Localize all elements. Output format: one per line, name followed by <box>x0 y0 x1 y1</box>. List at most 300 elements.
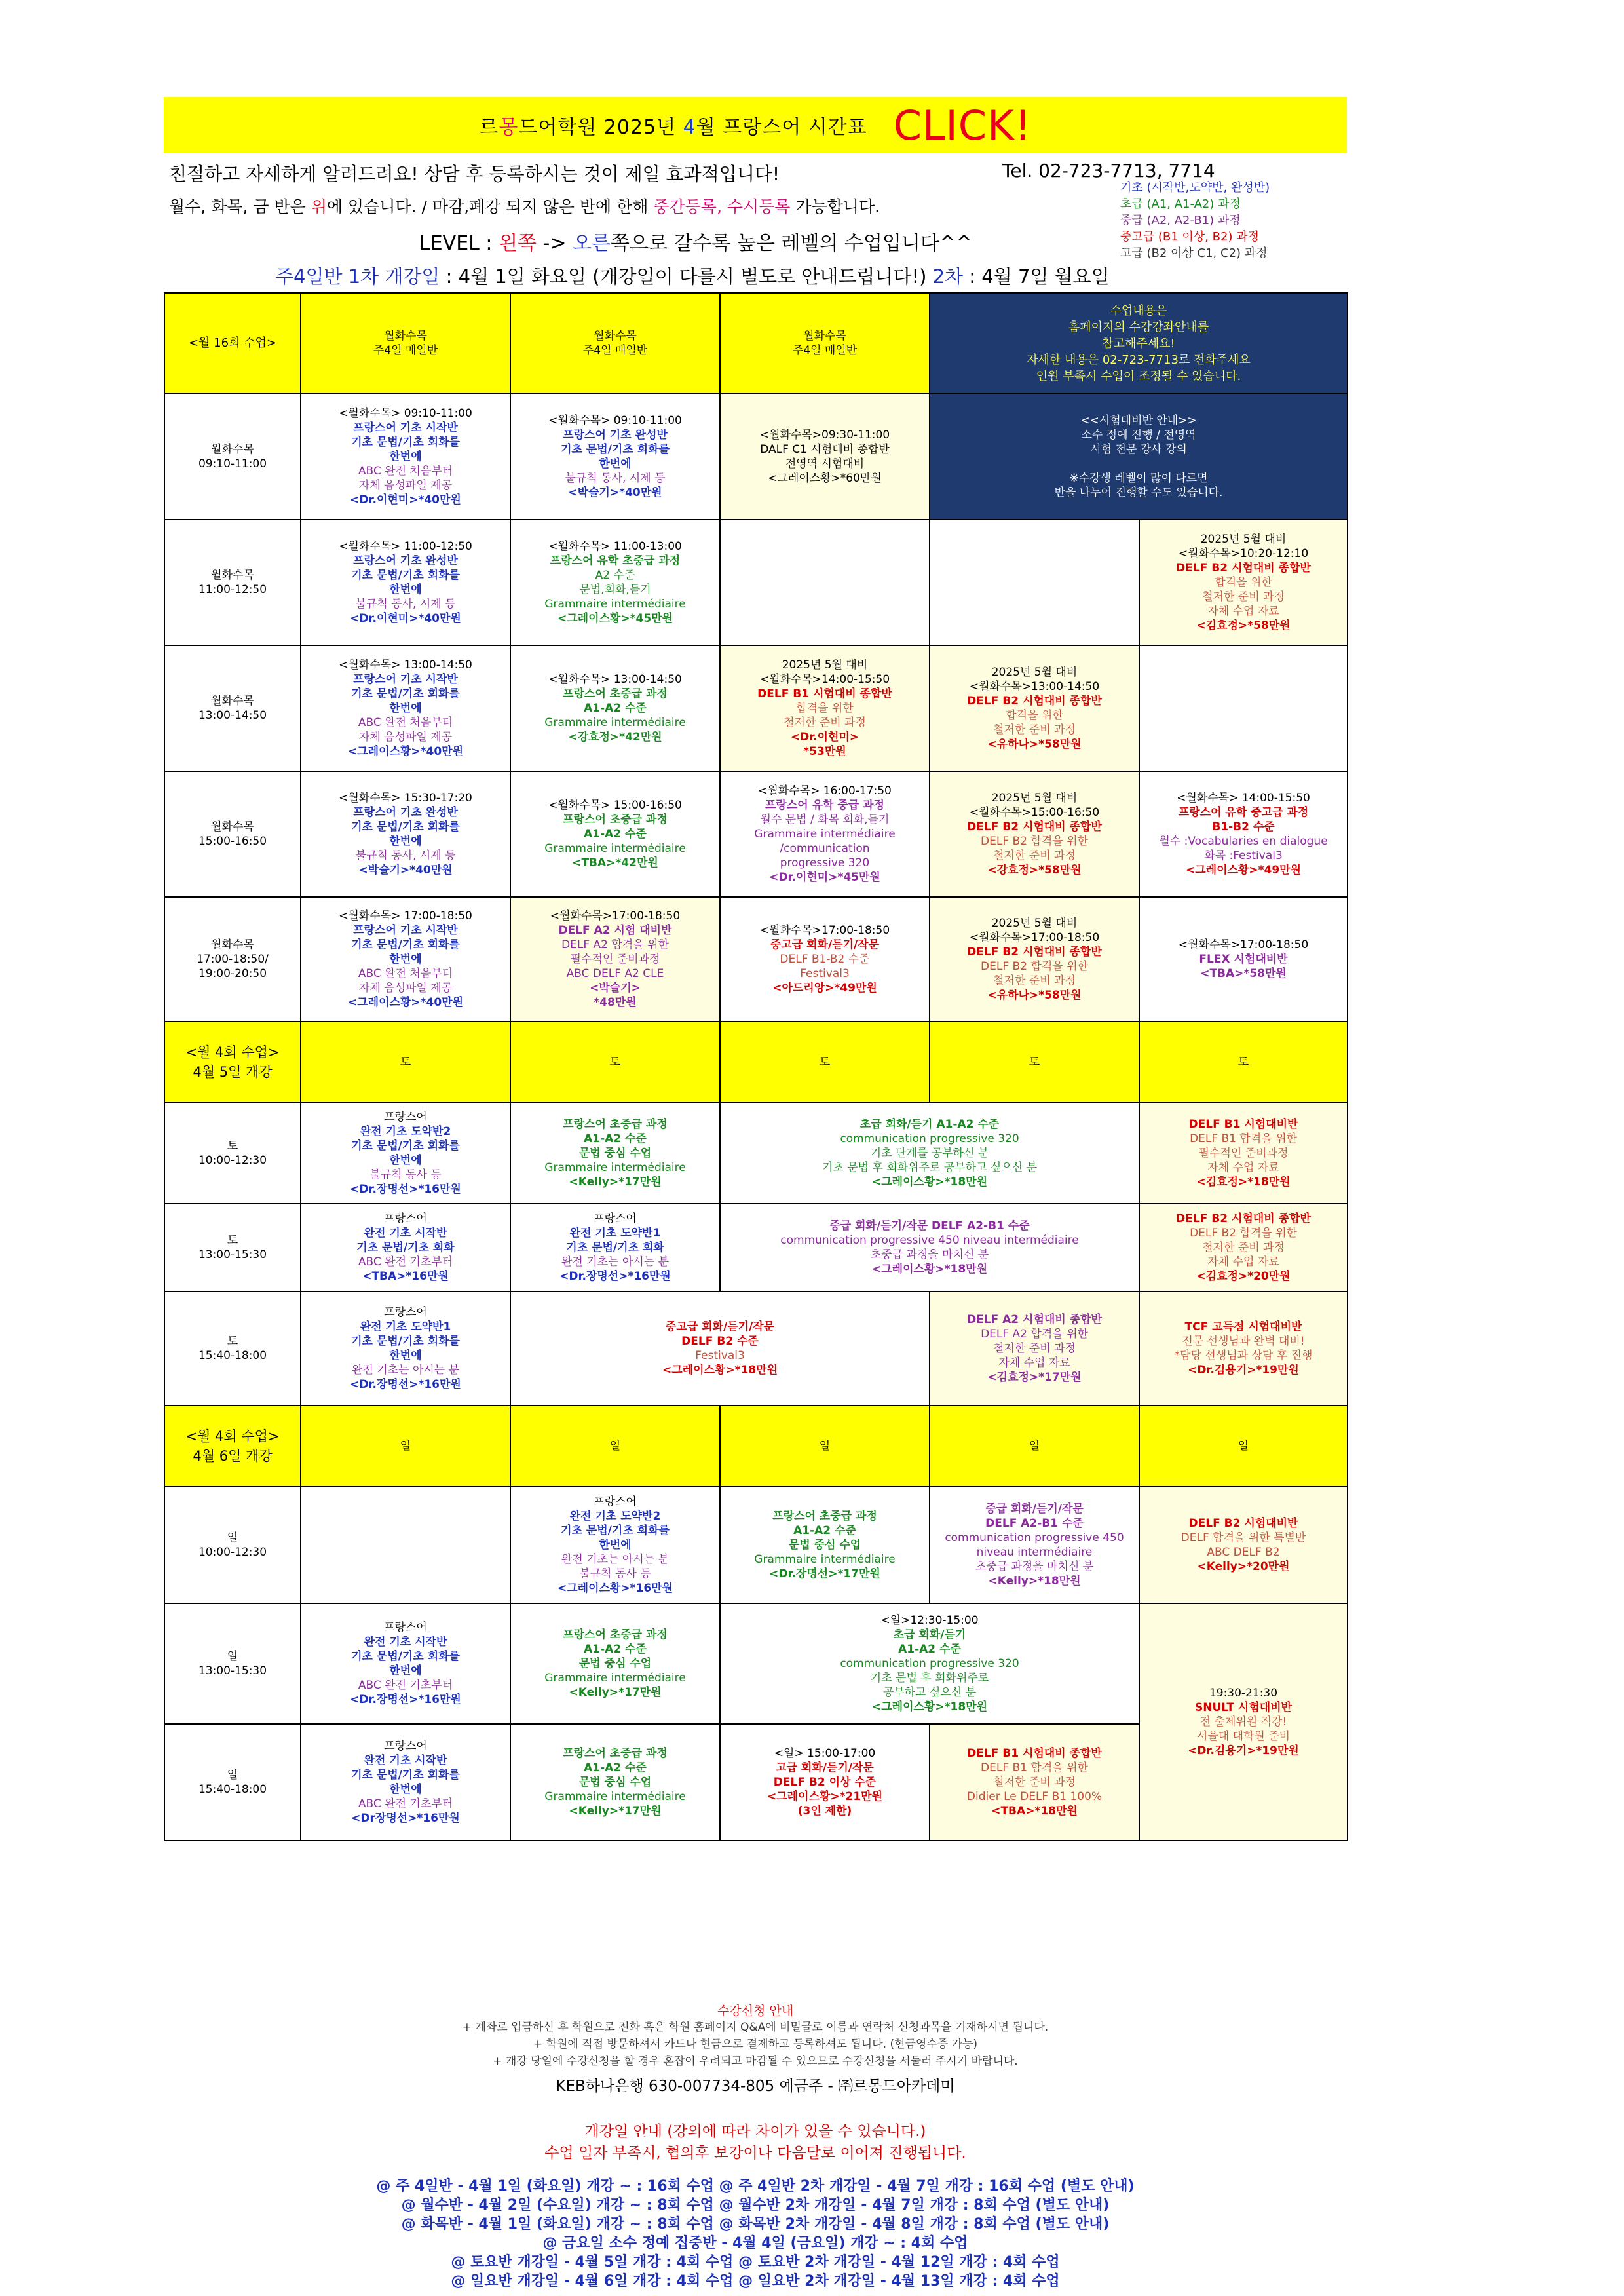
class-info-line: DELF B1-B2 수준 <box>780 953 870 966</box>
class-info-line: 완전 기초 도약반1 <box>569 1227 661 1240</box>
time-slot-label <box>164 1724 301 1841</box>
time-row <box>164 1292 1348 1406</box>
class-info-line: communication progressive 450 <box>945 1531 1124 1544</box>
day-header-cell <box>930 1406 1139 1487</box>
class-info-line: <월화수목> 16:00-17:50 <box>758 784 892 797</box>
class-info-line: <박슬기>*40만원 <box>568 486 662 499</box>
class-info-line: 한번에 <box>389 835 422 848</box>
class-cell <box>301 1103 510 1204</box>
class-info-line: 기초 문법/기초 회화를 <box>351 1650 460 1663</box>
class-info-line: 기초 문법/기초 회화 <box>566 1241 664 1254</box>
class-info-line: 문법 중심 수업 <box>578 1147 652 1160</box>
row-label-text: 13:00-14:50 <box>198 709 267 722</box>
class-info-line: <월화수목>17:00-18:50 <box>1178 938 1309 951</box>
class-info-line: <유하나>*58만원 <box>987 989 1082 1002</box>
time-row <box>164 645 1348 771</box>
class-info-line: B1-B2 수준 <box>1212 820 1275 833</box>
time-slot-label <box>164 394 301 520</box>
header-info-line: 인원 부족시 수업이 조정될 수 있습니다. <box>1036 369 1241 383</box>
class-info-line: Grammaire intermédiaire <box>544 1161 686 1174</box>
class-info-line: A1-A2 수준 <box>584 1761 647 1774</box>
class-info-line: A1-A2 수준 <box>584 702 647 715</box>
row-label-text: <월 4회 수업> <box>185 1044 280 1060</box>
class-info-line: 한번에 <box>599 1539 632 1552</box>
class-info-line: <Dr.이현미> <box>790 731 859 744</box>
header-text: 월화수목 주4일 매일반 <box>792 330 858 357</box>
row-label-text: 일 <box>227 1769 238 1782</box>
day-text: 토 <box>609 1056 621 1069</box>
class-info-line: *53만원 <box>803 745 846 758</box>
class-info-line: 2025년 5월 대비 <box>991 917 1078 930</box>
opening-schedule <box>164 2177 1347 2291</box>
day-text: 일 <box>1237 1440 1249 1453</box>
class-cell <box>301 520 510 645</box>
class-info-line: 초급 회화/듣기 A1-A2 수준 <box>859 1118 1000 1131</box>
class-cell <box>930 771 1139 897</box>
class-info-line: DELF B2 시험대비 종합반 <box>1176 1212 1311 1225</box>
class-info-line: 프랑스어 기초 완성반 <box>353 806 458 819</box>
class-info-line: communication progressive 320 <box>840 1132 1019 1145</box>
class-info-line: 한번에 <box>389 450 422 463</box>
class-info-line: 프랑스어 초중급 과정 <box>563 1628 668 1641</box>
header-info-line: 참고해주세요! <box>1102 336 1175 351</box>
row-label-text: 17:00-18:50/ <box>197 953 269 966</box>
class-info-line: <월화수목> 15:30-17:20 <box>339 792 472 805</box>
class-info-line: <Kelly>*18만원 <box>988 1575 1081 1588</box>
class-info-line: 한번에 <box>599 457 632 470</box>
time-slot-label <box>164 1204 301 1292</box>
class-info-line: 2025년 5월 대비 <box>782 659 868 672</box>
day-header-cell <box>1139 1022 1348 1103</box>
time-row <box>164 1204 1348 1292</box>
class-info-line: 프랑스어 기초 시작반 <box>353 421 458 434</box>
row-label-text: 일 <box>227 1650 238 1663</box>
class-info-line: A2 수준 <box>595 569 635 582</box>
class-info-line: 초급 회화/듣기 <box>893 1628 966 1641</box>
row-label-text: 11:00-12:50 <box>198 583 267 596</box>
footer-section <box>164 2001 1347 2291</box>
class-info-line: 철저한 준비 과정 <box>1202 1241 1285 1254</box>
class-info-line: <월화수목> 17:00-18:50 <box>339 909 472 923</box>
class-info-line: 프랑스어 유학 중급 과정 <box>765 799 884 812</box>
class-cell <box>720 1487 930 1603</box>
class-cell <box>301 1204 510 1292</box>
class-info-line: <그레이스황>*18만원 <box>662 1364 778 1377</box>
class-info-line: 기초 문법/기초 회화를 <box>351 687 460 700</box>
class-info-line: *담당 선생님과 상담 후 진행 <box>1174 1349 1313 1362</box>
class-cell <box>510 1103 720 1204</box>
class-cell <box>301 897 510 1022</box>
class-cell <box>301 1487 510 1603</box>
class-info-line: 철저한 준비 과정 <box>993 974 1076 987</box>
class-info-line: 기초 문법/기초 회화를 <box>351 569 460 582</box>
header-class-type <box>510 293 720 394</box>
class-cell <box>720 645 930 771</box>
class-info-line: 불규칙 동사, 시제 등 <box>355 849 456 862</box>
row-label-text: 4월 6일 개강 <box>193 1448 273 1464</box>
class-info-line: <월화수목>17:00-18:50 <box>550 909 681 923</box>
class-info-line: A1-A2 수준 <box>584 1132 647 1145</box>
time-row <box>164 771 1348 897</box>
class-cell <box>1139 1487 1348 1603</box>
class-info-line: 월수 문법 / 화목 회화,듣기 <box>760 813 890 826</box>
class-cell <box>1139 897 1348 1022</box>
class-info-line: 완전 기초 도약반2 <box>569 1510 661 1523</box>
class-info-line: 공부하고 싶으신 분 <box>882 1686 977 1699</box>
class-info-line: DELF B1 합격을 위한 <box>981 1761 1088 1774</box>
class-info-line: <월화수목> 11:00-13:00 <box>548 540 682 553</box>
class-cell <box>930 520 1139 645</box>
class-cell <box>1139 771 1348 897</box>
class-info-line: <Dr.이현미>*45만원 <box>769 871 880 884</box>
class-info-line: 초중급 과정을 마치신 분 <box>975 1560 1094 1573</box>
class-info-line: <그레이스황>*18만원 <box>872 1263 987 1276</box>
class-info-line: 필수적인 준비과정 <box>570 953 660 966</box>
class-info-line: 프랑스어 기초 완성반 <box>353 554 458 567</box>
class-info-line: DELF B2 이상 수준 <box>773 1776 877 1789</box>
class-info-line: 기초 문법/기초 회화 <box>356 1241 455 1254</box>
class-info-line: <월화수목> 09:10-11:00 <box>339 407 472 420</box>
class-info-line: <TBA>*16만원 <box>362 1270 449 1283</box>
class-info-line: 완전 기초 시작반 <box>364 1636 447 1649</box>
class-cell <box>510 645 720 771</box>
class-info-line: 기초 문법/기초 회화를 <box>561 443 670 456</box>
class-cell <box>510 1603 720 1724</box>
time-row <box>164 1103 1348 1204</box>
time-slot-label <box>164 645 301 771</box>
class-info-line: 문법 중심 수업 <box>578 1657 652 1670</box>
class-cell <box>1139 1204 1348 1292</box>
class-info-line: Grammaire intermédiaire <box>754 1553 896 1566</box>
class-info-line: <김효정>*20만원 <box>1196 1270 1291 1283</box>
class-info-line: Grammaire intermédiaire <box>544 1790 686 1803</box>
class-info-line: ABC 완전 기초부터 <box>358 1797 453 1810</box>
day-header-cell <box>510 1406 720 1487</box>
row-label-text: 19:00-20:50 <box>198 967 267 980</box>
class-info-line: 프랑스어 초중급 과정 <box>772 1510 877 1523</box>
class-info-line: 프랑스어 기초 시작반 <box>353 924 458 937</box>
class-info-line: 화목 :Festival3 <box>1204 849 1283 862</box>
header-text: 월화수목 주4일 매일반 <box>373 330 438 357</box>
class-info-line: <Dr.장명선>*16만원 <box>350 1183 461 1196</box>
time-row <box>164 1603 1348 1724</box>
class-cell <box>510 520 720 645</box>
class-info-line: <박슬기> <box>590 982 641 995</box>
class-info-line: Grammaire intermédiaire <box>544 716 686 729</box>
class-info-line: 완전 기초 도약반1 <box>360 1320 451 1333</box>
time-row <box>164 897 1348 1022</box>
class-info-line: DELF B1 시험대비반 <box>1188 1118 1298 1131</box>
class-info-line: Grammaire intermédiaire <box>754 828 896 841</box>
class-info-line: 기초 문법/기초 회화를 <box>351 1139 460 1153</box>
schedule-line: @ 금요일 소수 정예 집중반 - 4월 4일 (금요일) 개강 ~ : 4회 수업 <box>542 2235 968 2251</box>
row-label-text: 토 <box>227 1234 238 1247</box>
class-info-line: 중고급 회화/듣기/작문 <box>770 938 880 951</box>
class-cell <box>510 1487 720 1603</box>
class-info-line: 기초 문법/기초 회화를 <box>351 1769 460 1782</box>
class-info-line: 프랑스어 <box>594 1495 637 1508</box>
class-cell <box>930 1487 1139 1603</box>
class-info-line: 프랑스어 <box>384 1740 427 1753</box>
class-cell <box>930 645 1139 771</box>
header-text: <월 16회 수업> <box>188 336 277 350</box>
class-cell <box>510 1292 930 1406</box>
class-info-line: <그레이스황>*45만원 <box>557 612 673 625</box>
class-info-line: <그레이스황>*60만원 <box>768 472 882 485</box>
class-info-line: 자체 음성파일 제공 <box>358 731 453 744</box>
class-info-line: ABC 완전 처음부터 <box>358 967 453 980</box>
class-info-line: 불규칙 동사, 시제 등 <box>355 598 456 611</box>
header-sessions <box>164 293 301 394</box>
day-header-label <box>164 1022 301 1103</box>
class-info-line: 철저한 준비 과정 <box>784 716 866 729</box>
class-info-line: <Dr.장명선>*17만원 <box>769 1567 880 1580</box>
class-info-line: <박슬기>*40만원 <box>358 864 453 877</box>
class-cell <box>301 645 510 771</box>
class-info-line: 기초 문법/기초 회화를 <box>351 436 460 449</box>
class-info-line: ABC 완전 처음부터 <box>358 465 453 478</box>
header-info-line: 자세한 내용은 02-723-7713로 전화주세요 <box>1027 353 1251 367</box>
class-info-line: 완전 기초는 아시는 분 <box>351 1364 459 1377</box>
class-cell <box>720 897 930 1022</box>
class-info-line: 불규칙 동사 등 <box>369 1168 442 1181</box>
time-row <box>164 394 1348 520</box>
class-cell <box>510 771 720 897</box>
class-info-line: 전 출제위원 직강! <box>1199 1715 1287 1729</box>
class-info-line: 프랑스어 초중급 과정 <box>563 813 668 826</box>
day-header-cell <box>720 1022 930 1103</box>
banner-title: 르몽드어학원 2025년 4월 프랑스어 시간표 <box>479 116 867 139</box>
class-info-line: 서울대 대학원 준비 <box>1196 1730 1291 1743</box>
class-info-line: *48만원 <box>594 996 637 1009</box>
row-label-text: 토 <box>227 1139 238 1153</box>
class-info-line: 철저한 준비 과정 <box>993 723 1076 737</box>
day-header-cell <box>510 1022 720 1103</box>
class-info-line: 프랑스어 <box>384 1212 427 1225</box>
class-cell <box>301 771 510 897</box>
class-info-line: 프랑스어 유학 중고급 과정 <box>1178 806 1309 819</box>
class-info-line: <월화수목>17:00-18:50 <box>759 924 890 937</box>
class-info-line: <월화수목> 13:00-14:50 <box>548 673 682 686</box>
class-info-line: niveau intermédiaire <box>976 1546 1093 1559</box>
class-info-line: <월화수목> 09:10-11:00 <box>548 414 682 427</box>
class-cell <box>510 394 720 520</box>
day-header-cell <box>301 1022 510 1103</box>
day-text: 일 <box>819 1440 831 1453</box>
row-label-text: 토 <box>227 1335 238 1348</box>
click-link[interactable]: CLICK! <box>893 101 1032 149</box>
class-info-line: 프랑스어 초중급 과정 <box>563 1747 668 1760</box>
intro-notice: 월수, 화목, 금 반은 위에 있습니다. / 마감,폐강 되지 않은 반에 한해 중간등록, 수시등록 가능합니다. <box>169 197 880 216</box>
class-info-line: 기초 문법/기초 회화를 <box>351 820 460 833</box>
class-info-line: 한번에 <box>389 953 422 966</box>
class-info-line: 중고급 회화/듣기/작문 <box>665 1320 775 1333</box>
class-info-line: 철저한 준비 과정 <box>1202 590 1285 603</box>
class-info-line: <Dr.김용기>*19만원 <box>1188 1744 1299 1757</box>
class-info-line: <그레이스황>*18만원 <box>872 1176 987 1189</box>
class-info-line: A1-A2 수준 <box>898 1643 961 1656</box>
row-label-text: 4월 5일 개강 <box>193 1064 273 1080</box>
class-info-line: <월화수목> 11:00-12:50 <box>339 540 472 553</box>
class-info-line: ※수강생 레벨이 많이 다르면 <box>1069 472 1208 485</box>
class-cell <box>1139 1603 1348 1841</box>
class-info-line: 완전 기초 시작반 <box>364 1227 447 1240</box>
day-text: 일 <box>1029 1440 1040 1453</box>
bank-account: KEB하나은행 630-007734-805 예금주 - ㈜르몽드아카데미 <box>556 2078 955 2095</box>
class-info-line: 기초 문법 후 회화위주로 공부하고 싶으신 분 <box>821 1161 1038 1174</box>
class-info-line: DALF C1 시험대비 종합반 <box>760 443 890 456</box>
class-info-line: <월화수목>14:00-15:50 <box>759 673 890 686</box>
class-info-line: DELF B2 시험대비반 <box>1188 1517 1298 1530</box>
class-info-line: DELF B1 합격을 위한 <box>1190 1132 1297 1145</box>
class-info-line: DELF 합격을 위한 특별반 <box>1180 1531 1306 1544</box>
class-info-line: 문법 중심 수업 <box>788 1539 861 1552</box>
day-header-label <box>164 1406 301 1487</box>
row-label-text: 10:00-12:30 <box>198 1546 267 1559</box>
class-cell <box>301 1724 510 1841</box>
class-info-line: <그레이스황>*16만원 <box>557 1582 673 1595</box>
class-info-line: <월화수목>10:20-12:10 <box>1178 547 1309 560</box>
time-slot-label <box>164 1292 301 1406</box>
legend-item: 중고급 (B1 이상, B2) 과정 <box>1120 230 1259 244</box>
class-cell <box>720 771 930 897</box>
class-info-line: A1-A2 수준 <box>584 1643 647 1656</box>
header-info-line: 홈페이지의 수강강좌안내를 <box>1068 320 1209 334</box>
class-info-line: 한번에 <box>389 583 422 596</box>
intro-line: 친절하고 자세하게 알려드려요! 상담 후 등록하시는 것이 제일 효과적입니다! <box>169 163 780 185</box>
time-slot-label <box>164 897 301 1022</box>
class-info-line: <월화수목>09:30-11:00 <box>759 429 890 442</box>
day-text: 토 <box>1029 1056 1040 1069</box>
class-info-line: <월화수목> 15:00-16:50 <box>548 799 682 812</box>
row-label-text: <월 4회 수업> <box>185 1428 280 1444</box>
schedule-line: @ 화목반 - 4월 1일 (화요일) 개강 ~ : 8회 수업 @ 화목반 2차 개강일 - 4월 8일 개강 : 8회 수업 (별도 안내) <box>401 2216 1110 2232</box>
class-info-line: <Dr.김용기>*19만원 <box>1188 1364 1299 1377</box>
class-info-line: 중급 회화/듣기/작문 DELF A2-B1 수준 <box>829 1219 1030 1233</box>
class-cell <box>720 1724 930 1841</box>
row-label-text: 10:00-12:30 <box>198 1154 267 1167</box>
class-info-line: DELF B2 시험대비 종합반 <box>967 820 1102 833</box>
level-legend <box>1120 180 1270 261</box>
class-info-line: 자체 수업 자료 <box>1207 605 1279 618</box>
class-info-line: 프랑스어 기초 완성반 <box>563 429 668 442</box>
schedule-line: @ 일요반 개강일 - 4월 6일 개강 : 4회 수업 @ 일요반 2차 개강일 - 4월 13일 개강 : 4회 수업 <box>451 2273 1060 2289</box>
time-slot-label <box>164 1603 301 1724</box>
class-info-line: 기초 문법 후 회화위주로 <box>870 1672 989 1685</box>
schedule-line: @ 토요반 개강일 - 4월 5일 개강 : 4회 수업 @ 토요반 2차 개강일 - 4월 12일 개강 : 4회 수업 <box>451 2254 1060 2270</box>
class-info-line: 자체 수업 자료 <box>1207 1161 1279 1174</box>
class-info-line: TCF 고득점 시험대비반 <box>1184 1320 1302 1333</box>
class-info-line: 2025년 5월 대비 <box>991 666 1078 679</box>
class-info-line: <김효정>*17만원 <box>987 1371 1082 1384</box>
class-info-line: <김효정>*58만원 <box>1196 619 1291 632</box>
row-label-text: 13:00-15:30 <box>198 1248 267 1261</box>
class-info-line: 기초 단계를 공부하신 분 <box>870 1147 989 1160</box>
class-info-line: 완전 기초는 아시는 분 <box>561 1255 669 1269</box>
time-slot-label <box>164 520 301 645</box>
class-info-line: 전문 선생님과 완벽 대비! <box>1182 1335 1305 1348</box>
class-info-line: progressive 320 <box>780 856 870 870</box>
class-info-line: DELF A2-B1 수준 <box>985 1517 1084 1530</box>
class-info-line: <Kelly>*17만원 <box>569 1176 662 1189</box>
class-info-line: 반을 나누어 진행할 수도 있습니다. <box>1054 486 1223 499</box>
day-text: 일 <box>609 1440 621 1453</box>
class-info-line: Festival3 <box>800 967 850 980</box>
legend-item: 중급 (A2, A2-B1) 과정 <box>1120 214 1241 227</box>
timetable <box>164 292 1348 1841</box>
class-cell <box>930 897 1139 1022</box>
day-header-row <box>164 1022 1348 1103</box>
row-label-text: 월화수목 <box>211 569 254 582</box>
class-info-line: <그레이스황>*40만원 <box>348 996 463 1009</box>
legend-item: 초급 (A1, A1-A2) 과정 <box>1120 197 1241 211</box>
class-info-line: 기초 문법/기초 회화를 <box>561 1524 670 1537</box>
class-info-line: <Dr.이현미>*40만원 <box>350 612 461 625</box>
class-info-line: 한번에 <box>389 1783 422 1796</box>
class-cell <box>301 1292 510 1406</box>
signup-note: + 계좌로 입금하신 후 학원으로 전화 혹은 학원 홈페이지 Q&A에 비밀글로 이름과 연락처 신청과목을 기재하시면 됩니다. <box>462 2021 1049 2034</box>
class-cell <box>720 394 930 520</box>
time-row <box>164 520 1348 645</box>
row-label-text: 월화수목 <box>211 695 254 708</box>
class-info-line: DELF B2 시험대비 종합반 <box>1176 562 1311 575</box>
class-info-line: <<시험대비반 안내>> <box>1080 414 1197 427</box>
class-info-line: DELF B2 합격을 위한 <box>981 960 1088 973</box>
class-info-line: <유하나>*58만원 <box>987 738 1082 751</box>
class-cell <box>1139 1292 1348 1406</box>
level-note: LEVEL : 왼쪽 -> 오른쪽으로 갈수록 높은 레벨의 수업입니다^^ <box>419 232 973 255</box>
class-info-line: <Kelly>*17만원 <box>569 1805 662 1818</box>
class-info-line: 문법 중심 수업 <box>578 1776 652 1789</box>
header-text: 월화수목 주4일 매일반 <box>582 330 648 357</box>
class-info-line: 프랑스어 유학 초중급 과정 <box>550 554 681 567</box>
row-label-text: 13:00-15:30 <box>198 1664 267 1677</box>
day-header-row <box>164 1406 1348 1487</box>
day-text: 토 <box>1237 1056 1249 1069</box>
class-info-line: <Dr.장명선>*16만원 <box>350 1693 461 1706</box>
class-cell <box>301 1603 510 1724</box>
class-info-line: <일> 15:00-17:00 <box>774 1747 876 1760</box>
class-info-line: 중급 회화/듣기/작문 <box>985 1502 1084 1516</box>
class-cell <box>930 1292 1139 1406</box>
class-info-line: 문법,회화,듣기 <box>579 583 651 596</box>
class-info-line: (3인 제한) <box>797 1805 852 1818</box>
class-info-line: 프랑스어 <box>384 1306 427 1319</box>
class-cell <box>930 394 1348 520</box>
class-info-line: <월화수목>17:00-18:50 <box>969 931 1100 944</box>
class-info-line: 프랑스어 <box>594 1212 637 1225</box>
signup-title: 수강신청 안내 <box>717 2004 794 2018</box>
signup-note: + 개강 당일에 수강신청을 할 경우 혼잡이 우려되고 마감될 수 있으므로 수강신청을 서둘러 주시기 바랍니다. <box>493 2055 1018 2068</box>
class-info-line: 철저한 준비 과정 <box>993 1342 1076 1355</box>
class-info-line: Festival3 <box>695 1349 745 1362</box>
class-info-line: <TBA>*58만원 <box>1200 967 1287 980</box>
day-header-cell <box>1139 1406 1348 1487</box>
class-info-line: 2025년 5월 대비 <box>1200 533 1287 546</box>
row-label-text: 15:40-18:00 <box>198 1783 267 1796</box>
class-info-line: <그레이스황>*18만원 <box>872 1700 987 1713</box>
day-text: 토 <box>819 1056 831 1069</box>
start-dates: 주4일반 1차 개강일 : 4월 1일 화요일 (개강일이 다를시 별도로 안내드립니다!) 2차 : 4월 7일 월요일 <box>275 265 1110 288</box>
class-info-line: ABC 완전 기초부터 <box>358 1679 453 1692</box>
class-info-line: A1-A2 수준 <box>584 828 647 841</box>
row-label-text: 월화수목 <box>211 938 254 951</box>
class-cell <box>1139 520 1348 645</box>
day-header-cell <box>301 1406 510 1487</box>
class-info-line: <그레이스황>*40만원 <box>348 745 463 758</box>
class-info-line: <강효정>*42만원 <box>568 731 662 744</box>
class-info-line: 자체 수업 자료 <box>998 1356 1070 1369</box>
